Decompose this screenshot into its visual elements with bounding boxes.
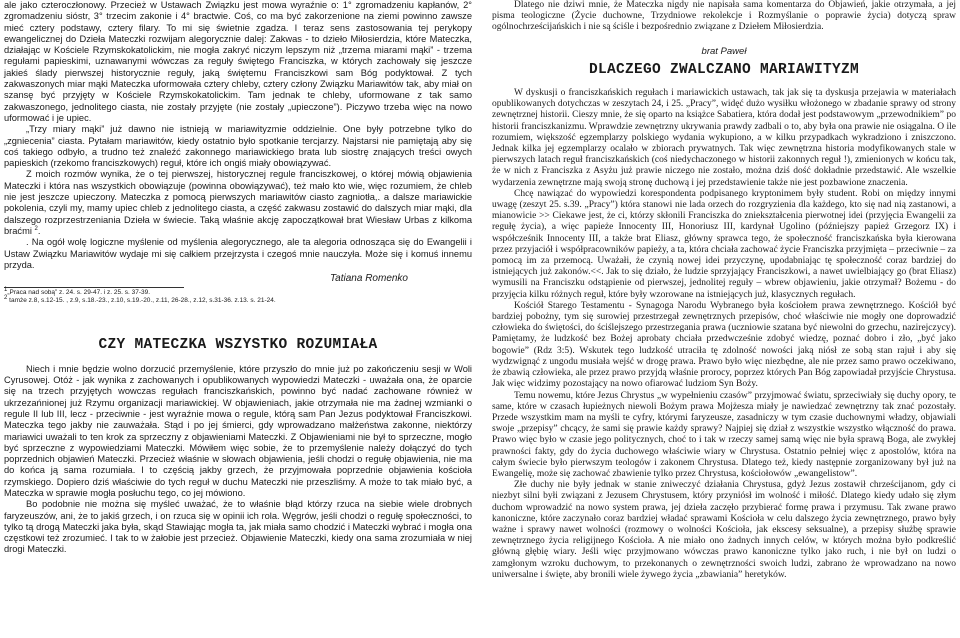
right-column: [492, 0, 956, 581]
article-heading-czy-mateczka: CZY MATECZKA WSZYSTKO ROZUMIAŁA: [98, 337, 378, 354]
left-paragraph-1: ale jako czteroczłonowy. Przecież w Ustawach Związku jest mowa wyraźnie o: 1° zgromadzeniu kapłanów, 2° zgromadzeniu sióstr, 3° trzecim zakonie i 4° bractwie. Coś, co ma być zakorzenione na ziemi powinno zawsze mieć cztery podstawy, cztery filary. To mi się świetnie zgadza. I teraz sens zastosowania tej perykopy ewangelicznej do Dzieła Mateczki rozwijam alegorycznie dalej: Zakwas - to dzieło Miłosierdzia, które Mateczka, działając w Kościele Rzymskokatolickim, nie mogła zakryć niczym lepszym niż „trzema miarami mąki” - trzema regułami papieskimi, uznawanymi wówczas za reguły świętego Franciszka, w których zachowały się jeszcze jakieś ślady pierwszej historycznie reguły, jaką świętemu Franciszkowi sam Bóg podyktował. Z tych zakwaszonych miar mąki Mateczka uformowała cztery chleby, cztery człony Związku Mariawitów tak, aby miał on szansę być przyjęty w Kościele Rzymskokatolickim. Tam jednak te chleby, uformowane z tak samo zakwaszonego, jednolitego ciasta, nie zostały przyjęte (nie zostały „upieczone”). Piczywo trzeba więc na nowo uformować i je upiec.: [4, 0, 472, 123]
footnote-1: $^1$„Praca nad sobą” z. 24. s. 29-47. i z. 25. s. 37-39.: [4, 287, 151, 297]
right-paragraph-3: Chcę nawiązać do wypowiedzi korespondenta podpisanego kryptonimem były student. Robi on między innymi uwagę (zeszyt 25. s.39. „Pracy”) która stanowi nie lada orzech do rozgryzienia dla każdego, kto się nad nią zastanowi, a mianowicie >> Ciekawe jest, że ci, którzy skłonili Franciszka do zniekształcenia pierwotnej idei (przyjęcia Ewangelii za regułę życia), a więc papieże Innocenty III, Honoriusz III, kardynał Ugolino (późniejszy papież Grzegorz IX) i współcześnik Innocenty III, a także brat Eliasz, główny sprawca tego, że społeczność franciszkańska była kierowana przez przyjaciół i współpracowników papieży, a ta, która chciała zachować życie Franciszka przyjmięta – przeciwnie – za pomocą im za przemocą. Uważałi, że czynią nowej idei przyczynę, upodabniając tę społeczność coraz bardziej do istniejących już zakonów.<<. Jak to się działo, że ludzie sprzyjający Franciszkowi, a nawet uwielbiający go (brat Eliasz) wymusili na Franciszku odstąpienie od pierwszej, jednolitej reguły – wbrew objawieniu, jakie otrzymał? Bożemu - do przyjęcia kilku różnych reguł, które były wzorowane na istniejących już, klasycznych regułach.: [492, 188, 956, 300]
left-paragraph-2: „Trzy miary mąki” już dawno nie istnieją w mariawityzmie oddzielnie. One były potrzebne tylko do „zgniecenia” ciasta. Pytałam mariawitów, kiedy ostatnio było spotkanie tercjarzy. Najstarsi nie pamiętają aby się coś takiego odbyło, a trudno też znaleźć zakonnego mariawickiego brata lub siostrę znających treści owych papieskich (rzekomo franciszkowych) reguł, które ich ongiś miały obowiązywać.: [4, 124, 472, 169]
left-paragraph-3: [4, 169, 472, 237]
right-paragraph-6: Złe duchy nie były jednak w stanie zniweczyć działania Chrystusa, gdyż Jezus zostawił chrześcijanom, gdy ci niezbyt silni byłi związani z Jezusem Chrystusem, który przyniósł im wolność i miłość. Dlatego kiedy udało się złym duchom wprowadzić na nowo system prawa, jej dzieła zaczęło przybierać formę prawa i przymusu. Tak zwane prawo kanoniczne, które zaczynało coraz bardziej władać sprawami Kościoła w celu dalszego życia zewnętrznego, prawo były ważne i sprawy nawet wolności (rozmowy o wolności Kościoła, jak ekscesy seksualne), a przepisy służbę sprawie zewnętrznego życia religijnego Kościoła. A nie miało ono żadnych innych celów, w których można było podkreślić główną głębię wiary. Jeśli więc przyjmowano wówczas prawo kanoniczne tylko jako ruch, i nie był on ludzi o zamgłonym wzroku duchowym, to przekonanych o zewnętrzności swoich ludzi, zabrano że wprowadzano na nowo uniwersalne i święte, aby bronili wiele żywego życia „zbawiania” heretyków.: [492, 480, 956, 580]
left-paragraph-4: . Na ogół wolę logiczne myślenie od myślenia alegorycznego, ale ta alegoria odnosząca się do Ewangelii i Ustaw Związku Mariawitów wydaje mi się całkiem przejrzysta i czegoś mnie nauczyła. Może się i komuś innemu przyda.: [4, 237, 472, 270]
footnote-1-text: „Praca nad sobą” z. 24. s. 29-47. i z. 25. s. 37-39.: [7, 289, 151, 297]
right-paragraph-2: W dyskusji o franciszkańskich regułach i mariawickich ustawach, tak jak się ta dyskusja przejawia w materiałach opublikowanych dotychczas w zeszytach 24, i 25. „Pracy”, widęć dużo wysiłku włożonego w zbadanie sprawy od strony zewnętrznej historii. Cieszy mnie, że się oparto na książce Sabatiera, która dodał jest podstawowym „przewodnikiem” po historii franciszkanizmu. Wprawdzie zewnętrzny ukrywania prawdy zadbali o to, aby była ona prawie nie osiągalna. O ile rozumiem, większość egzemplarzy polskiego wydania wykupiono, a w kilku przypadkach wykradziono i zniszczono. Jednak kilka jej egzemplarzy ocalało w zbiorach prywatnych. Tak więc zewnętrzna historia modyfikowanych stale w pierwszych latach reguł franciszkańskich (coś niedychaczonego w historii zakonnych reguł !), zmienionych w końcu tak, że w nich z Franciszka z Asyżu już prawie niczego nie zostało, można dziś dość dokładnie przedstawić. Ale wszelkie wydarzenia zewnętrzne mają swoją stronę duchową i jej przedstawienie także nie jest pozbawione znaczenia.: [492, 88, 956, 188]
right-paragraph-1: Dlatego nie dziwi mnie, że Mateczka nigdy nie napisała sama komentarza do Objawień, jakie otrzymała, a jej pisma teologiczne (Życie duchowne, Trzydniowe rekolekcje i Rozmyślanie o poprawie życia) dotyczą spraw ogólnochrześcijańskich i nie są ściśle i bezpośrednio związane z Dziełem Miłosierdzia.: [492, 0, 956, 33]
left-paragraph-6: Bo podobnie nie można się myśleć uważać, że to właśnie błąd którzy rzuca na siebie wiele drobnych faryzeuszów, ani, że to jakiś grzech, i on rzuca się w opinii ich rola. Węgrów, jeśli chodzi o regułę społeczności, to tylko tą drogą Mateczki jaka była, skąd Stawiając mogła ta, jak miała samo chodzić i Mateczki wybrać i mogła ona częstkowi też zrozumieć. I tak to w żałobie jest przecież. Objawienie Mateczki, kiedy ona sama zrozumiała w niej drogi Mateczki.: [4, 499, 472, 555]
article-heading-dlaczego: DLACZEGO ZWALCZANO MARIAWITYZM: [588, 61, 860, 78]
author-brat-pawel: brat Paweł: [701, 45, 747, 57]
left-column: [4, 0, 472, 556]
left-paragraph-5: Niech i mnie będzie wolno dorzucić przemyślenie, które przyszło do mnie już po zakończeniu sesji w Woli Cyrusowej. Otóż - jak wynika z zachowanych i opublikowanych wypowiedzi Mateczki - uważała ona, że oparcie się na trzech przyjętych wowczas regułach franciszkańskich, powinno być nadać zachowane również w ukrzezańnionej już Rzymu organizacji mariawickiej. W objawieniach, jakie otrzymała nie ma żadnej wzmianki o regule II lub III, lecz - przeciwnie - jest wyraźnie mowa o regule, którą sam Pan Jezus podyktował Franciszkowi. Mateczka tego jakby nie zauważała. Stąd i po jej śmierci, gdy wprowadzano małżeństwa zakonne, niektórzy mariawici uważali to ten krok za sprzeczny z objawieniami Mateczki. Z Objawieniami nie był to sprzeczne, mogło być sprzeczne z wypowiedziami Mateczki. Mówiłem więc sobie, że to przemyślenie należy dołączyć do tych poprzednich objawień Mateczki. Przecież właśnie w słowach objawienia, jeśli chodzi o regułę objawienia, nie ma do końca ją sama rozumiała. I to częścią jakby grzech, że przyjmowała poprzednie objawienia kościoła rzymskiego. Dopiero dziś właściwie do tych reguł w duchu Mateczki nie przeszliśmy. A może to tak miało być, a Mateczka w sprawie mogła posłuchu tego, co jej mówiono.: [4, 363, 472, 498]
right-paragraph-5: Temu nowemu, które Jezus Chrystus „w wypełnieniu czasów” przyjmować światu, sprzeciwiały się duchy opory, te same, które w czasach łupieżnych niewoli Bożym prawa Mojżesza miały je nawiedzać zewnętrzny tak znać pozostały. Przede wszystkim mam na myśli te cyfry, którymi faryzeusze, zasadniczy w tym czasie duchownymi władzy, objawiali swoje „przepisy” chcący, że sami się prawie każdy sprawy? Najpiej się dział z wszystkie wszystko włączność do prawa. Prawo więc było w czasie jego politycznych, choć to i tak w rzeczy samej samą więc nie była sprawą Boga, ale zwykłej prawności fakty, gdy do życia duchowego właściwie wiary w Chrystusa. Ostatnio pełniej więc z apostolów, która na całym świecie było pierwszym teologów i zakonem Chrystusa. Dlatego też, kiedy następnie zorganizowany był już na Ewangelię, może się zachować zbawienie tylko przez Chrystusa, kościołowów „ewangelistow”.: [492, 390, 956, 479]
author-tatiana-romenko: Tatiana Romenko: [329, 273, 408, 285]
footnote-ref-2[interactable]: 2: [34, 225, 38, 232]
left-paragraph-3-text: Z moich rozmów wynika, że o tej pierwszej, historycznej regule franciszkowej, o której mówią objawienia Mateczki i która nas wszystkich obowiązuje (powinna obowiązywać), też mało kto wie, więc rozumiem, że chleb nie jest jeszcze upieczony. Mateczka z pomocą pierwszych mariawitów ciasto zagniotła,. a dalsze mariawickie pokolenia, czyli my, mamy upiec chleb z jednolitego ciasta, a część zakwasu zostawić do dalszych miar mąki, dla dalszego rozprzestrzeniania Dzieła w świecie. Taką właśnie akcję zapoczątkował brat Wiesław Urbas z kilkoma braćmi: [4, 169, 472, 236]
footnote-2: $^2$ tamże z.8, s.12-15. , z.9, s.18.-23., z.10, s.19.-20., z.11, 26-28., z.12, s.31-36. z.13. s. 21-24.: [4, 294, 276, 304]
right-paragraph-4: Kościół Starego Testamentu - Synagoga Narodu Wybranego była kościołem prawa zewnętrznego. Kościół być bardziej pobożny, tym się surowiej przestrzegał zewnętrznych przepisów, choć właściwie nie mogły one doprowadzić człowieka do świętości, do ściślejszego przestrzegania prawa (uczniowie szatana być niewolni do grzechu, nazirejczycy). Pamiętamy, że ludzkość bez Bożej aprobaty chciała przedwcześnie zdobyć wiedzę, poznać dobro i zło, „być jako bogowie” (Rdz 3:5). Wskutek tego ludzkość utraciła tę zdolność nowości jaką niósł ze sobą stan rajuł i aby się wydzwignąć z ungodu musiała wejść w drogę prawa. Prawo było więc niezbędne, ale nie przez samo prawo oczekiwano, że zbawią człowieka, ale przez prawo przyjdą właśnie prorocy, poprzez których Pan Bóg zapowiadał przyjście Chrystusa. Jak więc widzimy pozostający na nowo ofiarować ludziom Syn Boży.: [492, 300, 956, 390]
left-paragraph-3-end: .: [37, 225, 41, 236]
footnote-2-text: tamże z.8, s.12-15. , z.9, s.18.-23., z.10, s.19.-20., z.11, 26-28., z.12, s.31-36. z.13. s. 21-24.: [9, 296, 276, 304]
